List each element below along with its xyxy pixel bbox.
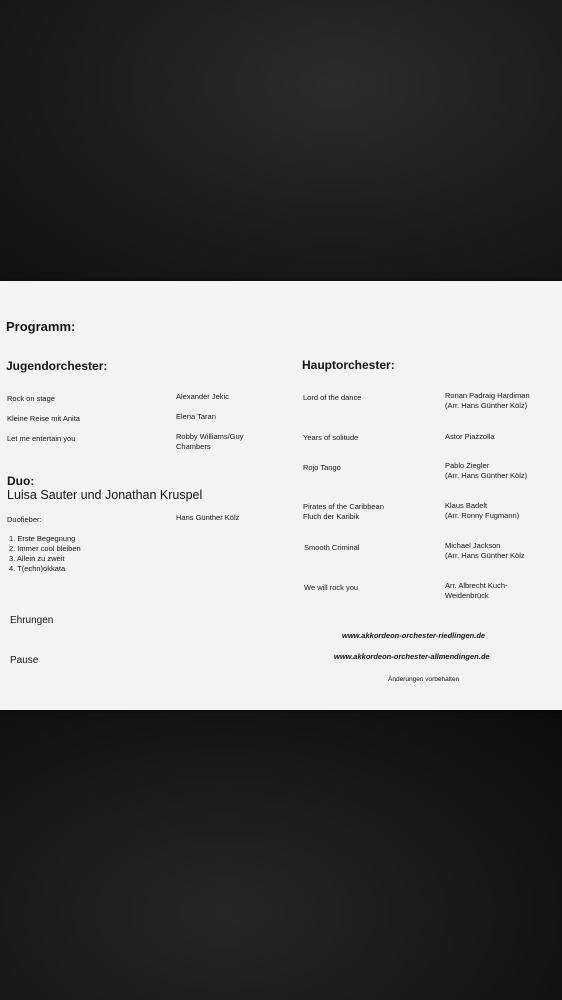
haupt-composer-4-line2: (Arr. Ronny Fugmann)	[445, 511, 520, 520]
jugend-composer-3-line2: Chambers	[176, 442, 211, 451]
duo-piece: Duofieber:	[7, 515, 42, 524]
haupt-piece-1: Lord of the dance	[303, 393, 362, 402]
haupt-composer-1-line2: (Arr. Hans Günther Kölz)	[445, 401, 528, 410]
program-title: Programm:	[6, 319, 76, 334]
duo-movement-list	[9, 534, 81, 574]
list-item: 1. Erste Begegnung	[9, 534, 76, 543]
haupt-piece-5: Smooth Criminal	[304, 543, 360, 552]
pause-label: Pause	[10, 655, 39, 666]
haupt-composer-5	[445, 541, 525, 561]
haupt-heading: Hauptorchester:	[302, 358, 395, 372]
jugend-composer-2: Elena Taran	[176, 412, 216, 421]
website-link-allmendingen[interactable]: www.akkordeon-orchester-allmendingen.de	[334, 652, 490, 661]
duo-names: Luisa Sauter und Jonathan Kruspel	[7, 488, 203, 502]
haupt-composer-5-line2: (Arr. Hans Günther Kölz	[445, 551, 525, 560]
jugend-composer-1: Alexander Jekic	[176, 392, 229, 401]
haupt-piece-4-line1: Pirates of the Caribbean	[303, 502, 384, 511]
haupt-composer-1-line1: Ronan Padraig Hardiman	[445, 391, 530, 400]
haupt-composer-4	[445, 501, 519, 521]
haupt-composer-6-line1: Arr. Albrecht Kuch-	[445, 581, 508, 590]
haupt-piece-3: Rojo Tango	[303, 463, 341, 472]
duo-composer: Hans Günther Kölz	[176, 513, 240, 522]
list-item: 2. Immer cool bleiben	[9, 544, 81, 553]
background-bottom	[0, 708, 562, 1000]
haupt-composer-3-line2: (Arr. Hans Günther Kölz)	[445, 471, 528, 480]
background-top	[0, 0, 562, 283]
haupt-composer-5-line1: Michael Jackson	[445, 541, 501, 550]
ehrungen-label: Ehrungen	[10, 615, 54, 626]
haupt-composer-6-line2: Weidenbrück	[445, 591, 489, 600]
changes-reserved-note: Änderungen vorbehalten	[388, 676, 460, 683]
haupt-composer-3-line1: Pablo Ziegler	[445, 461, 490, 470]
jugend-composer-3	[176, 432, 244, 452]
haupt-piece-4-line2: Fluch der Karibik	[303, 512, 360, 521]
jugend-heading: Jugendorchester:	[6, 359, 108, 373]
haupt-piece-2: Years of solitude	[303, 433, 359, 442]
jugend-composer-3-line1: Robby Williams/Guy	[176, 432, 244, 441]
haupt-piece-6: We will rock you	[304, 583, 359, 592]
program-sheet	[0, 281, 562, 710]
haupt-composer-4-line1: Klaus Badelt	[445, 501, 488, 510]
duo-heading: Duo:	[7, 474, 35, 488]
list-item: 4. T(echn)okkata	[9, 564, 66, 573]
list-item: 3. Allein zu zweit	[9, 554, 65, 563]
haupt-composer-3	[445, 461, 527, 481]
haupt-composer-6	[445, 581, 508, 601]
haupt-composer-2: Astor Piazzolla	[445, 432, 495, 441]
jugend-piece-3: Let me entertain you	[7, 434, 76, 443]
jugend-piece-1: Rock on stage	[7, 394, 55, 403]
website-link-riedlingen[interactable]: www.akkordeon-orchester-riedlingen.de	[342, 631, 486, 640]
haupt-piece-4	[303, 502, 384, 522]
haupt-composer-1	[445, 391, 530, 411]
jugend-piece-2: Kleine Reise mit Anita	[7, 414, 80, 423]
